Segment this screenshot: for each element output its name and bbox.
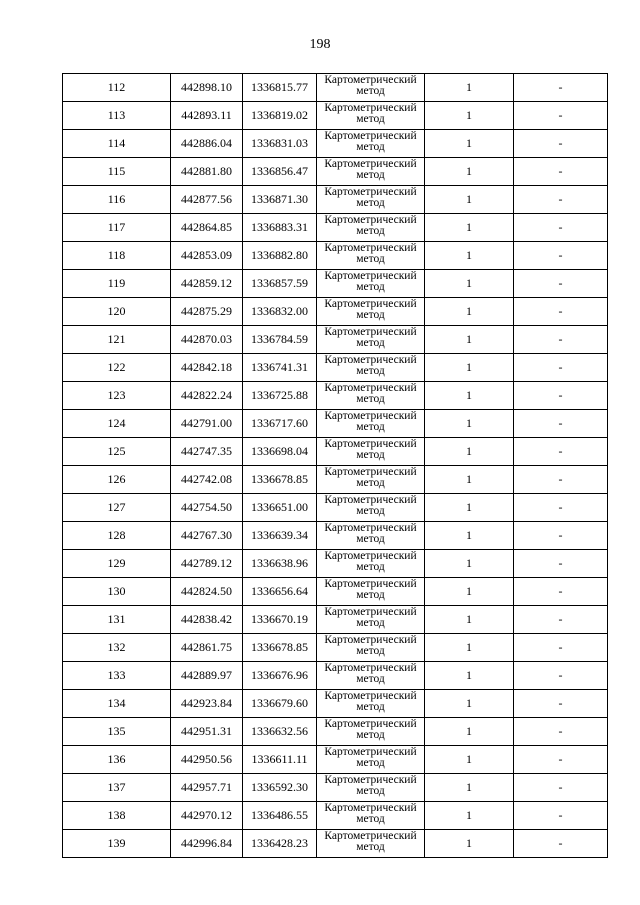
- note-cell: -: [514, 550, 608, 578]
- y-coordinate-cell: 1336676.96: [243, 662, 317, 690]
- y-coordinate-cell: 1336486.55: [243, 802, 317, 830]
- table-row: [63, 690, 608, 718]
- accuracy-cell: 1: [425, 830, 514, 858]
- y-coordinate-cell: 1336832.00: [243, 298, 317, 326]
- note-cell: -: [514, 718, 608, 746]
- method-cell: Картометрический метод: [317, 270, 425, 298]
- x-coordinate-cell: 442791.00: [171, 410, 243, 438]
- note-cell: -: [514, 186, 608, 214]
- accuracy-cell: 1: [425, 662, 514, 690]
- y-coordinate-cell: 1336819.02: [243, 102, 317, 130]
- accuracy-cell: 1: [425, 718, 514, 746]
- method-cell: Картометрический метод: [317, 326, 425, 354]
- accuracy-cell: 1: [425, 158, 514, 186]
- note-cell: -: [514, 158, 608, 186]
- method-cell: Картометрический метод: [317, 242, 425, 270]
- point-number-cell: 138: [63, 802, 171, 830]
- point-number-cell: 122: [63, 354, 171, 382]
- note-cell: -: [514, 382, 608, 410]
- coordinates-table: [62, 73, 608, 858]
- table-row: [63, 326, 608, 354]
- x-coordinate-cell: 442923.84: [171, 690, 243, 718]
- method-cell: Картометрический метод: [317, 354, 425, 382]
- point-number-cell: 113: [63, 102, 171, 130]
- accuracy-cell: 1: [425, 130, 514, 158]
- x-coordinate-cell: 442822.24: [171, 382, 243, 410]
- method-cell: Картометрический метод: [317, 802, 425, 830]
- x-coordinate-cell: 442859.12: [171, 270, 243, 298]
- note-cell: -: [514, 606, 608, 634]
- accuracy-cell: 1: [425, 298, 514, 326]
- table-row: [63, 438, 608, 466]
- note-cell: -: [514, 830, 608, 858]
- table-row: [63, 214, 608, 242]
- accuracy-cell: 1: [425, 186, 514, 214]
- x-coordinate-cell: 442864.85: [171, 214, 243, 242]
- note-cell: -: [514, 438, 608, 466]
- point-number-cell: 114: [63, 130, 171, 158]
- method-cell: Картометрический метод: [317, 382, 425, 410]
- method-cell: Картометрический метод: [317, 718, 425, 746]
- accuracy-cell: 1: [425, 634, 514, 662]
- table-row: [63, 466, 608, 494]
- x-coordinate-cell: 442957.71: [171, 774, 243, 802]
- method-cell: Картометрический метод: [317, 522, 425, 550]
- x-coordinate-cell: 442789.12: [171, 550, 243, 578]
- method-cell: Картометрический метод: [317, 662, 425, 690]
- table-row: [63, 774, 608, 802]
- note-cell: -: [514, 214, 608, 242]
- y-coordinate-cell: 1336725.88: [243, 382, 317, 410]
- table-row: [63, 186, 608, 214]
- accuracy-cell: 1: [425, 746, 514, 774]
- method-cell: Картометрический метод: [317, 606, 425, 634]
- accuracy-cell: 1: [425, 494, 514, 522]
- method-cell: Картометрический метод: [317, 410, 425, 438]
- note-cell: -: [514, 634, 608, 662]
- note-cell: -: [514, 746, 608, 774]
- y-coordinate-cell: 1336856.47: [243, 158, 317, 186]
- note-cell: -: [514, 466, 608, 494]
- method-cell: Картометрический метод: [317, 298, 425, 326]
- y-coordinate-cell: 1336656.64: [243, 578, 317, 606]
- table-row: [63, 522, 608, 550]
- x-coordinate-cell: 442824.50: [171, 578, 243, 606]
- point-number-cell: 124: [63, 410, 171, 438]
- accuracy-cell: 1: [425, 802, 514, 830]
- table-row: [63, 662, 608, 690]
- y-coordinate-cell: 1336679.60: [243, 690, 317, 718]
- y-coordinate-cell: 1336638.96: [243, 550, 317, 578]
- x-coordinate-cell: 442742.08: [171, 466, 243, 494]
- point-number-cell: 123: [63, 382, 171, 410]
- method-cell: Картометрический метод: [317, 214, 425, 242]
- point-number-cell: 112: [63, 74, 171, 102]
- x-coordinate-cell: 442853.09: [171, 242, 243, 270]
- point-number-cell: 131: [63, 606, 171, 634]
- table-row: [63, 746, 608, 774]
- x-coordinate-cell: 442747.35: [171, 438, 243, 466]
- table-row: [63, 298, 608, 326]
- x-coordinate-cell: 442950.56: [171, 746, 243, 774]
- y-coordinate-cell: 1336784.59: [243, 326, 317, 354]
- note-cell: -: [514, 354, 608, 382]
- table-row: [63, 270, 608, 298]
- accuracy-cell: 1: [425, 326, 514, 354]
- method-cell: Картометрический метод: [317, 634, 425, 662]
- y-coordinate-cell: 1336741.31: [243, 354, 317, 382]
- point-number-cell: 136: [63, 746, 171, 774]
- y-coordinate-cell: 1336831.03: [243, 130, 317, 158]
- accuracy-cell: 1: [425, 382, 514, 410]
- x-coordinate-cell: 442838.42: [171, 606, 243, 634]
- y-coordinate-cell: 1336883.31: [243, 214, 317, 242]
- y-coordinate-cell: 1336651.00: [243, 494, 317, 522]
- y-coordinate-cell: 1336670.19: [243, 606, 317, 634]
- method-cell: Картометрический метод: [317, 690, 425, 718]
- y-coordinate-cell: 1336717.60: [243, 410, 317, 438]
- note-cell: -: [514, 578, 608, 606]
- point-number-cell: 130: [63, 578, 171, 606]
- table-row: [63, 102, 608, 130]
- method-cell: Картометрический метод: [317, 186, 425, 214]
- y-coordinate-cell: 1336857.59: [243, 270, 317, 298]
- point-number-cell: 137: [63, 774, 171, 802]
- table-row: [63, 830, 608, 858]
- note-cell: -: [514, 74, 608, 102]
- y-coordinate-cell: 1336678.85: [243, 634, 317, 662]
- point-number-cell: 119: [63, 270, 171, 298]
- point-number-cell: 117: [63, 214, 171, 242]
- point-number-cell: 115: [63, 158, 171, 186]
- table-row: [63, 550, 608, 578]
- note-cell: -: [514, 494, 608, 522]
- x-coordinate-cell: 442970.12: [171, 802, 243, 830]
- y-coordinate-cell: 1336678.85: [243, 466, 317, 494]
- note-cell: -: [514, 242, 608, 270]
- point-number-cell: 129: [63, 550, 171, 578]
- table-row: [63, 130, 608, 158]
- x-coordinate-cell: 442893.11: [171, 102, 243, 130]
- y-coordinate-cell: 1336428.23: [243, 830, 317, 858]
- note-cell: -: [514, 774, 608, 802]
- table-row: [63, 410, 608, 438]
- y-coordinate-cell: 1336882.80: [243, 242, 317, 270]
- point-number-cell: 134: [63, 690, 171, 718]
- accuracy-cell: 1: [425, 550, 514, 578]
- accuracy-cell: 1: [425, 410, 514, 438]
- accuracy-cell: 1: [425, 214, 514, 242]
- accuracy-cell: 1: [425, 774, 514, 802]
- y-coordinate-cell: 1336611.11: [243, 746, 317, 774]
- point-number-cell: 116: [63, 186, 171, 214]
- x-coordinate-cell: 442886.04: [171, 130, 243, 158]
- accuracy-cell: 1: [425, 270, 514, 298]
- table-row: [63, 578, 608, 606]
- y-coordinate-cell: 1336592.30: [243, 774, 317, 802]
- y-coordinate-cell: 1336639.34: [243, 522, 317, 550]
- x-coordinate-cell: 442951.31: [171, 718, 243, 746]
- note-cell: -: [514, 298, 608, 326]
- point-number-cell: 120: [63, 298, 171, 326]
- point-number-cell: 127: [63, 494, 171, 522]
- accuracy-cell: 1: [425, 578, 514, 606]
- x-coordinate-cell: 442875.29: [171, 298, 243, 326]
- table-row: [63, 242, 608, 270]
- method-cell: Картометрический метод: [317, 774, 425, 802]
- table-row: [63, 354, 608, 382]
- x-coordinate-cell: 442842.18: [171, 354, 243, 382]
- table-row: [63, 158, 608, 186]
- y-coordinate-cell: 1336632.56: [243, 718, 317, 746]
- y-coordinate-cell: 1336815.77: [243, 74, 317, 102]
- point-number-cell: 128: [63, 522, 171, 550]
- x-coordinate-cell: 442881.80: [171, 158, 243, 186]
- table-row: [63, 494, 608, 522]
- point-number-cell: 135: [63, 718, 171, 746]
- y-coordinate-cell: 1336871.30: [243, 186, 317, 214]
- x-coordinate-cell: 442861.75: [171, 634, 243, 662]
- table-row: [63, 382, 608, 410]
- note-cell: -: [514, 326, 608, 354]
- x-coordinate-cell: 442754.50: [171, 494, 243, 522]
- table-row: [63, 802, 608, 830]
- method-cell: Картометрический метод: [317, 466, 425, 494]
- method-cell: Картометрический метод: [317, 130, 425, 158]
- note-cell: -: [514, 662, 608, 690]
- accuracy-cell: 1: [425, 522, 514, 550]
- point-number-cell: 118: [63, 242, 171, 270]
- note-cell: -: [514, 690, 608, 718]
- x-coordinate-cell: 442996.84: [171, 830, 243, 858]
- method-cell: Картометрический метод: [317, 746, 425, 774]
- page-number: 198: [309, 37, 331, 52]
- note-cell: -: [514, 410, 608, 438]
- accuracy-cell: 1: [425, 102, 514, 130]
- method-cell: Картометрический метод: [317, 102, 425, 130]
- method-cell: Картометрический метод: [317, 438, 425, 466]
- method-cell: Картометрический метод: [317, 158, 425, 186]
- table-row: [63, 718, 608, 746]
- note-cell: -: [514, 270, 608, 298]
- method-cell: Картометрический метод: [317, 494, 425, 522]
- x-coordinate-cell: 442898.10: [171, 74, 243, 102]
- method-cell: Картометрический метод: [317, 74, 425, 102]
- method-cell: Картометрический метод: [317, 550, 425, 578]
- x-coordinate-cell: 442767.30: [171, 522, 243, 550]
- table-row: [63, 634, 608, 662]
- note-cell: -: [514, 102, 608, 130]
- accuracy-cell: 1: [425, 354, 514, 382]
- accuracy-cell: 1: [425, 74, 514, 102]
- x-coordinate-cell: 442870.03: [171, 326, 243, 354]
- note-cell: -: [514, 522, 608, 550]
- point-number-cell: 132: [63, 634, 171, 662]
- note-cell: -: [514, 130, 608, 158]
- coordinates-table-body: [63, 74, 608, 858]
- y-coordinate-cell: 1336698.04: [243, 438, 317, 466]
- accuracy-cell: 1: [425, 690, 514, 718]
- point-number-cell: 125: [63, 438, 171, 466]
- accuracy-cell: 1: [425, 606, 514, 634]
- note-cell: -: [514, 802, 608, 830]
- x-coordinate-cell: 442889.97: [171, 662, 243, 690]
- point-number-cell: 133: [63, 662, 171, 690]
- point-number-cell: 139: [63, 830, 171, 858]
- table-row: [63, 74, 608, 102]
- accuracy-cell: 1: [425, 438, 514, 466]
- method-cell: Картометрический метод: [317, 578, 425, 606]
- table-row: [63, 606, 608, 634]
- accuracy-cell: 1: [425, 242, 514, 270]
- point-number-cell: 121: [63, 326, 171, 354]
- accuracy-cell: 1: [425, 466, 514, 494]
- point-number-cell: 126: [63, 466, 171, 494]
- method-cell: Картометрический метод: [317, 830, 425, 858]
- x-coordinate-cell: 442877.56: [171, 186, 243, 214]
